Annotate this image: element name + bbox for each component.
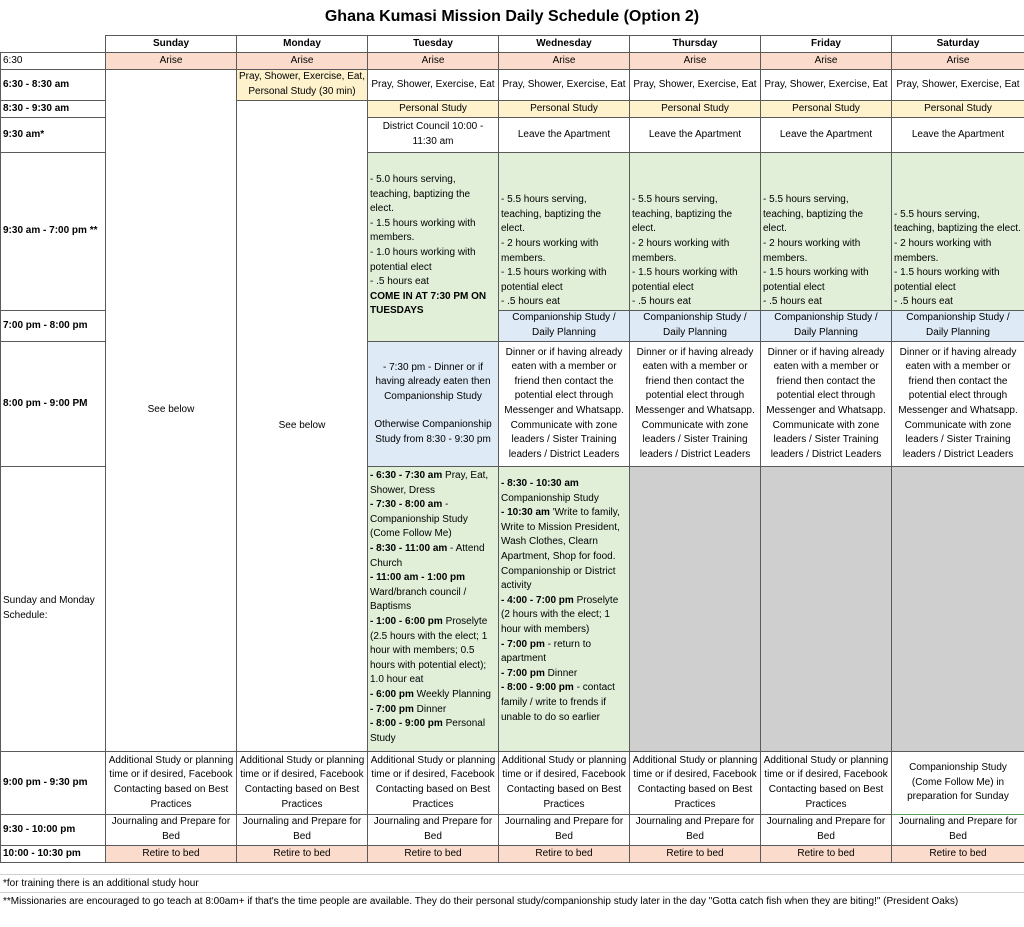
monday-morning-cell: Pray, Shower, Exercise, Eat, Personal Study (30 min) <box>237 70 368 101</box>
arise-cell: Arise <box>106 53 237 70</box>
tuesday-serving-line: - .5 hours eat <box>370 276 429 288</box>
day-header-friday: Friday <box>761 36 892 53</box>
tuesday-evening-cell <box>368 342 499 467</box>
morning-cell: Pray, Shower, Exercise, Eat <box>368 70 499 101</box>
sunday-entry <box>370 498 496 542</box>
sunday-entry-time: - 1:00 - 6:00 pm <box>370 615 443 627</box>
additional-study-cell: Additional Study or planning time or if desired, Facebook Contacting based on Best Practices <box>368 752 499 815</box>
sunday-entry-time: - 11:00 am - 1:00 pm <box>370 572 466 584</box>
morning-cell: Pray, Shower, Exercise, Eat <box>892 70 1024 101</box>
serving-line: - .5 hours eat <box>501 296 560 308</box>
personal-study-cell: Personal Study <box>499 101 630 118</box>
sunday-entry-time: - 6:00 pm <box>370 688 414 700</box>
empty-gray-cell <box>630 467 761 752</box>
monday-entry <box>501 477 627 506</box>
serving-line: - 1.5 hours working with potential elect <box>763 267 869 293</box>
time-label: 9:30 - 10:00 pm <box>1 815 106 846</box>
schedule-table <box>0 35 1024 863</box>
district-council-cell: District Council 10:00 - 11:30 am <box>368 118 499 153</box>
empty-gray-cell <box>892 467 1024 752</box>
leave-apartment-cell: Leave the Apartment <box>630 118 761 153</box>
serving-line: - 2 hours working with members. <box>763 238 861 264</box>
time-label: 9:30 am - 7:00 pm ** <box>1 153 106 311</box>
day-header-saturday: Saturday <box>892 36 1024 53</box>
sunday-entry <box>370 469 496 498</box>
footnote-missionaries: **Missionaries are encouraged to go teach at 8:00am+ if that's the time people are available. They do their personal study/companionship study later in the day "Gotta catch fish when they are biting!" (President Oaks) <box>0 892 1024 927</box>
tuesday-evening-line: Otherwise Companionship Study from 8:30 - 9:30 pm <box>374 419 492 445</box>
tuesday-serving-line: - 5.0 hours serving, teaching, baptizing the elect. <box>370 174 471 215</box>
sunday-entry <box>370 703 496 718</box>
sunday-entry-text: Weekly Planning <box>413 688 491 700</box>
day-header-wednesday: Wednesday <box>499 36 630 53</box>
monday-entry-time: - 7:00 pm <box>501 638 545 650</box>
weekday-serving-cell <box>892 153 1024 311</box>
journaling-cell: Journaling and Prepare for Bed <box>892 815 1024 846</box>
sunday-see-below: See below <box>106 70 237 752</box>
page-title: Ghana Kumasi Mission Daily Schedule (Option 2) <box>324 8 700 25</box>
personal-study-cell: Personal Study <box>368 101 499 118</box>
weekday-serving-cell <box>630 153 761 311</box>
personal-study-cell: Personal Study <box>892 101 1024 118</box>
sunday-entry-text: Personal Study <box>370 718 486 744</box>
time-label: 10:00 - 10:30 pm <box>1 846 106 863</box>
additional-study-cell: Additional Study or planning time or if desired, Facebook Contacting based on Best Practices <box>630 752 761 815</box>
journaling-cell: Journaling and Prepare for Bed <box>499 815 630 846</box>
time-label: 8:30 - 9:30 am <box>1 101 106 118</box>
sunday-entry-text: Dinner <box>413 703 447 715</box>
additional-study-cell: Additional Study or planning time or if desired, Facebook Contacting based on Best Practices <box>106 752 237 815</box>
serving-line: - 5.5 hours serving, teaching, baptizing the elect. <box>501 194 602 235</box>
retire-cell: Retire to bed <box>106 846 237 863</box>
serving-line: - 1.5 hours working with potential elect <box>501 267 607 293</box>
retire-cell: Retire to bed <box>630 846 761 863</box>
monday-entry <box>501 594 627 638</box>
monday-see-below: See below <box>237 101 368 752</box>
morning-cell: Pray, Shower, Exercise, Eat <box>630 70 761 101</box>
sunday-entry <box>370 542 496 571</box>
serving-line: - .5 hours eat <box>894 296 953 308</box>
monday-entry <box>501 638 627 667</box>
serving-line: - .5 hours eat <box>763 296 822 308</box>
time-label: 9:00 pm - 9:30 pm <box>1 752 106 815</box>
sunday-entry <box>370 688 496 703</box>
monday-entry-time: - 8:30 - 10:30 am <box>501 478 579 489</box>
time-label: 6:30 <box>1 53 106 70</box>
spacer <box>370 404 496 418</box>
monday-entry-text: 'Write to family, Write to Mission President, Wash Clothes, Clearn Apartment, Shop for food. Companionship or District activity <box>501 507 620 592</box>
row-1000-1030 <box>1 846 1024 863</box>
arise-cell: Arise <box>892 53 1024 70</box>
serving-line: - .5 hours eat <box>632 296 691 308</box>
day-header-tuesday: Tuesday <box>368 36 499 53</box>
serving-line: - 5.5 hours serving, teaching, baptizing the elect. <box>894 208 1021 235</box>
sunday-entry-text: Proselyte (2.5 hours with the elect; 1 hour with members; 0.5 hours with potential elect); 1.0 hour eat <box>370 615 488 686</box>
retire-cell: Retire to bed <box>761 846 892 863</box>
monday-entry-text: Companionship Study <box>501 492 599 504</box>
arise-cell: Arise <box>237 53 368 70</box>
additional-study-cell: Additional Study or planning time or if desired, Facebook Contacting based on Best Practices <box>761 752 892 815</box>
serving-line: - 2 hours working with members. <box>632 238 730 264</box>
footnote-training: *for training there is an additional study hour <box>0 874 1024 891</box>
arise-cell: Arise <box>499 53 630 70</box>
serving-line: - 1.5 hours working with potential elect <box>632 267 738 293</box>
sunday-schedule-cell <box>368 467 499 752</box>
monday-entry <box>501 506 627 594</box>
leave-apartment-cell: Leave the Apartment <box>892 118 1024 153</box>
monday-entry <box>501 667 627 682</box>
sunday-entry-text: Ward/branch council / Baptisms <box>370 586 467 613</box>
row-630-830 <box>1 70 1024 101</box>
monday-schedule-cell <box>499 467 630 752</box>
arise-cell: Arise <box>630 53 761 70</box>
companionship-planning-cell: Companionship Study / Daily Planning <box>630 311 761 342</box>
dinner-contact-cell: Dinner or if having already eaten with a member or friend then contact the potential elect through Messenger and Whatsapp. Communicate with zone leaders / Sister Training leaders / District Leaders <box>761 342 892 467</box>
morning-cell: Pray, Shower, Exercise, Eat <box>499 70 630 101</box>
sunday-entry-text: - Companionship Study (Come Follow Me) <box>370 499 468 540</box>
header-row <box>1 36 1024 53</box>
serving-line: - 5.5 hours serving, teaching, baptizing the elect. <box>632 194 733 235</box>
leave-apartment-cell: Leave the Apartment <box>499 118 630 153</box>
empty-gray-cell <box>761 467 892 752</box>
day-header-sunday: Sunday <box>106 36 237 53</box>
row-900-930 <box>1 752 1024 815</box>
companionship-planning-cell: Companionship Study / Daily Planning <box>499 311 630 342</box>
serving-line: - 5.5 hours serving, teaching, baptizing the elect. <box>763 194 864 235</box>
journaling-cell: Journaling and Prepare for Bed <box>761 815 892 846</box>
retire-cell: Retire to bed <box>892 846 1024 863</box>
monday-entry-text: - return to apartment <box>501 638 592 665</box>
tuesday-evening-line: - 7:30 pm - Dinner or if having already eaten then Companionship Study <box>375 361 491 402</box>
sunday-entry-time: - 8:00 - 9:00 pm <box>370 718 443 730</box>
tuesday-serving-line: - 1.0 hours working with potential elect <box>370 246 476 273</box>
tuesday-serving-line: - 1.5 hours working with members. <box>370 217 476 244</box>
serving-line: - 1.5 hours working with potential elect <box>894 267 1000 293</box>
serving-line: - 2 hours working with members. <box>501 238 599 264</box>
retire-cell: Retire to bed <box>237 846 368 863</box>
sunday-entry-text: Pray, Eat, Shower, Dress <box>370 470 489 496</box>
dinner-contact-cell: Dinner or if having already eaten with a member or friend then contact the potential elect through Messenger and Whatsapp. Communicate with zone leaders / Sister Training leaders / District Leaders <box>630 342 761 467</box>
row-930-1000 <box>1 815 1024 846</box>
monday-entry-time: - 7:00 pm <box>501 667 545 679</box>
journaling-cell: Journaling and Prepare for Bed <box>237 815 368 846</box>
monday-entry-time: - 10:30 am <box>501 507 550 519</box>
companionship-planning-cell: Companionship Study / Daily Planning <box>761 311 892 342</box>
personal-study-cell: Personal Study <box>630 101 761 118</box>
day-header-monday: Monday <box>237 36 368 53</box>
tuesday-serving-cell <box>368 153 499 342</box>
monday-entry-time: - 4:00 - 7:00 pm <box>501 594 574 606</box>
sunday-entry <box>370 615 496 688</box>
monday-entry-text: - contact family / write to frends if unable to do so earlier <box>501 682 615 723</box>
companionship-planning-cell: Companionship Study / Daily Planning <box>892 311 1024 342</box>
dinner-contact-cell: Dinner or if having already eaten with a member or friend then contact the potential elect through Messenger and Whatsapp. Communicate with zone leaders / Sister Training leaders / District Leaders <box>499 342 630 467</box>
arise-cell: Arise <box>761 53 892 70</box>
additional-study-cell: Additional Study or planning time or if desired, Facebook Contacting based on Best Practices <box>237 752 368 815</box>
day-header-thursday: Thursday <box>630 36 761 53</box>
header-corner <box>1 36 106 53</box>
monday-entry-text: Dinner <box>544 667 578 679</box>
retire-cell: Retire to bed <box>499 846 630 863</box>
leave-apartment-cell: Leave the Apartment <box>761 118 892 153</box>
time-label: 9:30 am* <box>1 118 106 153</box>
saturday-come-follow-me-cell: Companionship Study (Come Follow Me) in preparation for Sunday <box>892 752 1024 815</box>
time-label: 6:30 - 8:30 am <box>1 70 106 101</box>
sunday-entry-time: - 7:30 - 8:00 am <box>370 499 443 511</box>
journaling-cell: Journaling and Prepare for Bed <box>368 815 499 846</box>
time-label: 8:00 pm - 9:00 PM <box>1 342 106 467</box>
weekday-serving-cell <box>761 153 892 311</box>
monday-entry-time: - 8:00 - 9:00 pm <box>501 682 574 694</box>
dinner-contact-cell: Dinner or if having already eaten with a member or friend then contact the potential elect through Messenger and Whatsapp. Communicate with zone leaders / Sister Training leaders / District Leaders <box>892 342 1024 467</box>
row-630 <box>1 53 1024 70</box>
sunday-entry <box>370 571 496 615</box>
sunday-entry-time: - 6:30 - 7:30 am <box>370 470 443 481</box>
monday-entry <box>501 681 627 725</box>
monday-entry-text: Proselyte (2 hours with the elect; 1 hour with members) <box>501 594 619 635</box>
sunday-entry-text: - Attend Church <box>370 542 485 569</box>
personal-study-cell: Personal Study <box>761 101 892 118</box>
time-label: Sunday and Monday Schedule: <box>1 467 106 752</box>
journaling-cell: Journaling and Prepare for Bed <box>630 815 761 846</box>
morning-cell: Pray, Shower, Exercise, Eat <box>761 70 892 101</box>
weekday-serving-cell <box>499 153 630 311</box>
sunday-entry <box>370 717 496 746</box>
arise-cell: Arise <box>368 53 499 70</box>
sunday-entry-time: - 8:30 - 11:00 am <box>370 542 448 554</box>
time-label: 7:00 pm - 8:00 pm <box>1 311 106 342</box>
retire-cell: Retire to bed <box>368 846 499 863</box>
serving-line: - 2 hours working with members. <box>894 238 992 264</box>
sunday-entry-time: - 7:00 pm <box>370 703 414 715</box>
additional-study-cell: Additional Study or planning time or if desired, Facebook Contacting based on Best Practices <box>499 752 630 815</box>
journaling-cell: Journaling and Prepare for Bed <box>106 815 237 846</box>
tuesday-come-in-note: COME IN AT 7:30 PM ON TUESDAYS <box>370 290 487 317</box>
